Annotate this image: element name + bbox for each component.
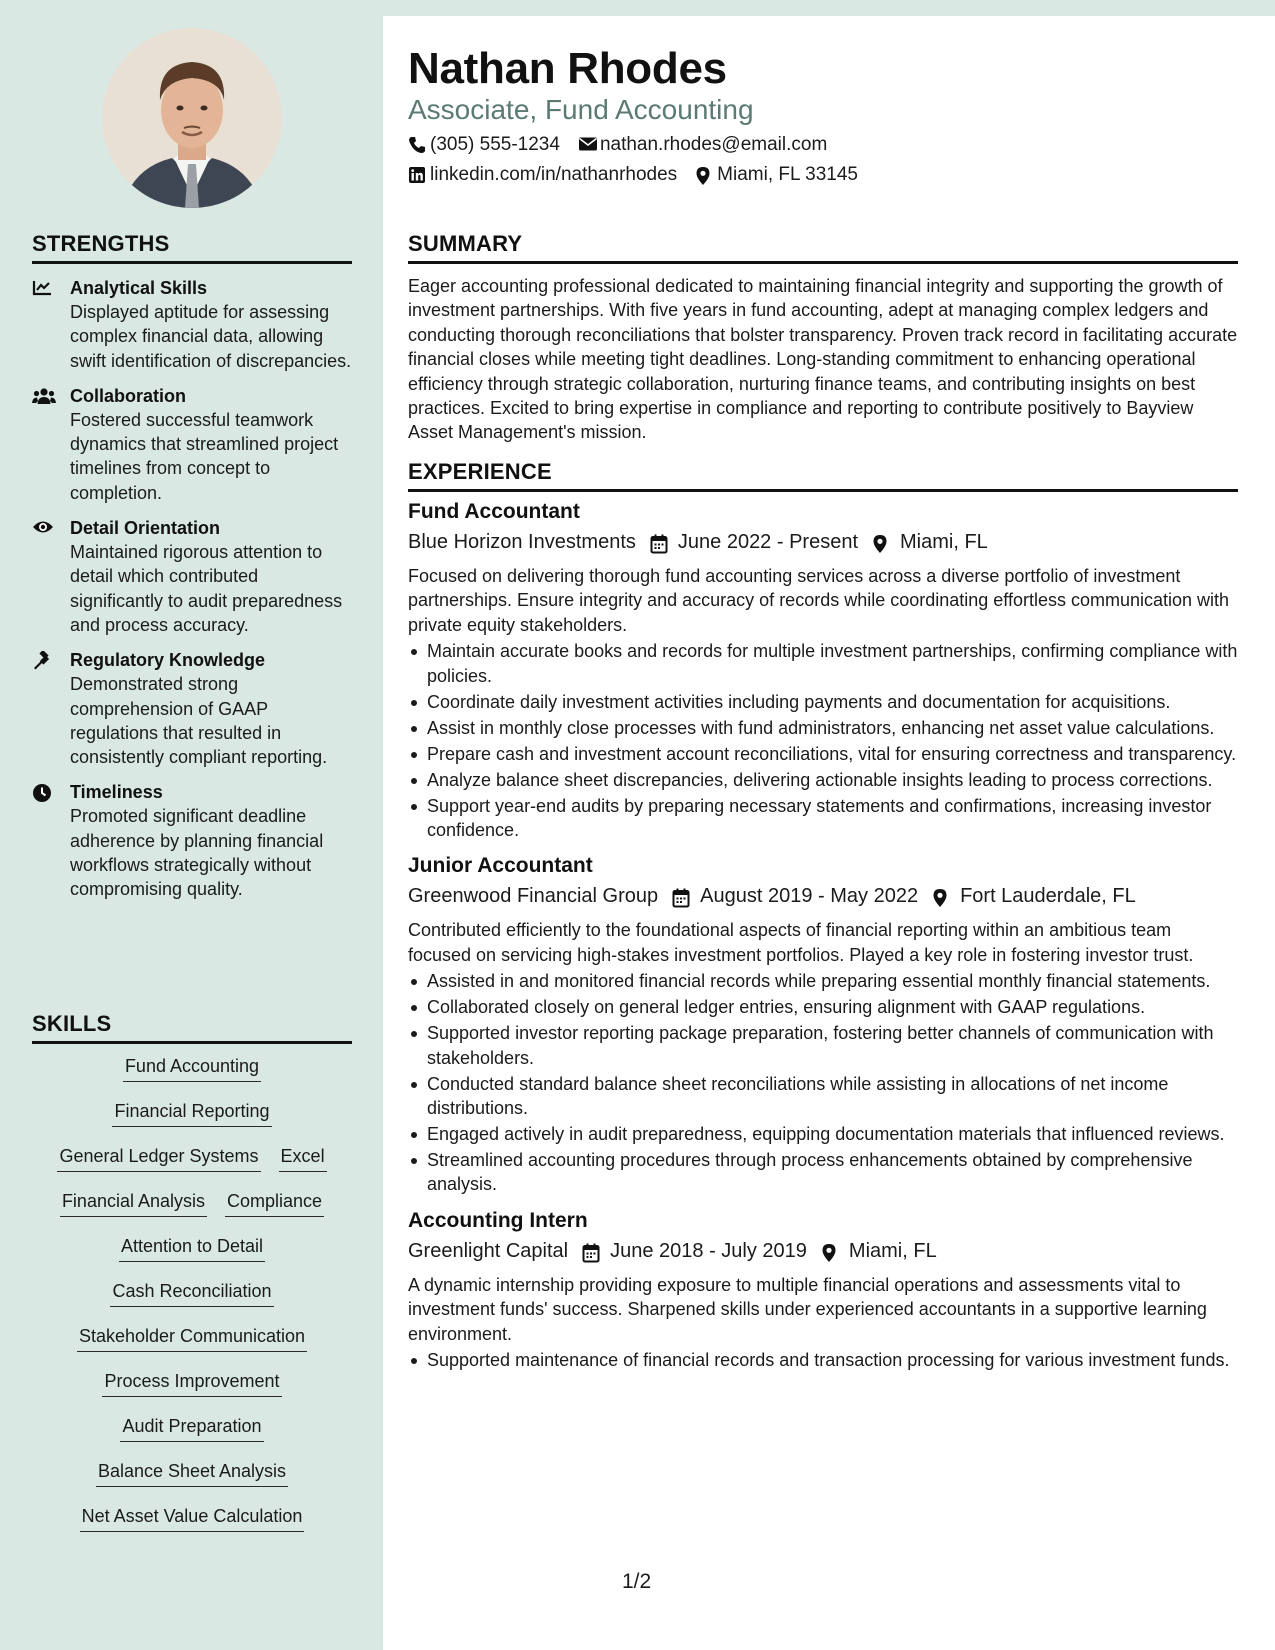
job-dates: August 2019 - May 2022 <box>700 885 919 908</box>
job-title: Fund Accountant <box>408 500 580 523</box>
skills-heading: SKILLS <box>32 1011 352 1044</box>
summary-section <box>408 231 1238 445</box>
strength-desc: Displayed aptitude for assessing complex financial data, allowing swift identification of discrepancies. <box>70 302 352 371</box>
skill-tag: Financial Analysis <box>60 1189 207 1217</box>
skill-tag: General Ledger Systems <box>57 1144 260 1172</box>
job-location: Miami, FL <box>900 531 988 553</box>
company-name: Blue Horizon Investments <box>408 531 636 553</box>
skills-section <box>32 1011 352 1549</box>
email-contact <box>578 134 827 156</box>
job-bullets <box>408 1348 1238 1372</box>
bullet-item: Coordinate daily investment activities including payments and documentation for acquisitions. <box>408 690 1238 714</box>
job-location: Miami, FL <box>848 1239 937 1262</box>
bullet-item: Engaged actively in audit preparedness, equipping documentation materials that influenced reviews. <box>408 1122 1238 1146</box>
phone-icon <box>408 136 426 154</box>
candidate-name: Nathan Rhodes <box>408 44 727 93</box>
bullet-item: Analyze balance sheet discrepancies, delivering actionable insights leading to process corrections. <box>408 768 1238 792</box>
strength-name: Timeliness <box>70 782 163 803</box>
skill-tag: Compliance <box>225 1189 324 1217</box>
strength-desc: Fostered successful teamwork dynamics that streamlined project timelines from concept to completion. <box>70 409 339 503</box>
job-location: Fort Lauderdale, FL <box>960 885 1136 908</box>
skill-tag: Financial Reporting <box>112 1099 271 1127</box>
strength-name: Regulatory Knowledge <box>70 650 266 671</box>
strength-item <box>32 781 352 901</box>
job-title: Junior Accountant <box>408 854 593 878</box>
users-icon <box>32 387 54 407</box>
job-description: A dynamic internship providing exposure to multiple financial operations and assessments vital to investment funds' success. Sharpened skills under experienced accountants in a supportive learning environment. <box>408 1274 1207 1344</box>
company-name: Greenwood Financial Group <box>408 885 659 908</box>
skill-tag: Cash Reconciliation <box>110 1279 273 1307</box>
bullet-item: Conducted standard balance sheet reconciliations while assisting in allocations of net income distributions. <box>408 1072 1238 1121</box>
job-description: Contributed efficiently to the foundational aspects of financial reporting within an ambitious team focused on servicing high-stakes investment portfolios. Played a key role in fostering investor trust. <box>408 920 1194 965</box>
job-bullets <box>408 639 1238 842</box>
strength-item <box>32 385 352 505</box>
sidebar <box>0 0 383 1650</box>
strength-name: Analytical Skills <box>70 278 208 298</box>
summary-heading: SUMMARY <box>408 231 1238 264</box>
bullet-item: Assist in monthly close processes with fund administrators, enhancing net asset value calculations. <box>408 716 1238 740</box>
map-pin-icon <box>821 1241 839 1261</box>
strength-item <box>32 277 352 373</box>
envelope-icon <box>578 136 596 154</box>
bullet-item: Collaborated closely on general ledger entries, ensuring alignment with GAAP regulations. <box>408 995 1238 1019</box>
chart-line-icon <box>32 279 54 299</box>
strength-name: Collaboration <box>70 385 186 406</box>
strengths-heading: STRENGTHS <box>32 231 352 264</box>
job-dates: June 2022 - Present <box>677 531 859 553</box>
bullet-item: Assisted in and monitored financial records while preparing essential monthly financial statements. <box>408 969 1238 993</box>
strength-desc: Demonstrated strong comprehension of GAAP regulations that resulted in consistently compliant reporting. <box>70 674 328 768</box>
skill-tag: Attention to Detail <box>119 1234 265 1262</box>
profile-photo <box>102 28 282 208</box>
map-pin-icon <box>932 886 950 906</box>
eye-icon <box>32 519 54 539</box>
strength-desc: Maintained rigorous attention to detail which contributed significantly to audit preparedness and process accuracy. <box>70 542 343 635</box>
experience-section <box>408 459 1238 1374</box>
clock-icon <box>32 783 54 803</box>
experience-heading: EXPERIENCE <box>408 459 1238 492</box>
page-number: 1/2 <box>622 1570 652 1593</box>
map-pin-icon <box>695 166 713 184</box>
calendar-icon <box>650 532 668 552</box>
phone-text: (305) 555-1234 <box>430 134 560 155</box>
job-meta <box>408 526 1238 558</box>
skill-tag: Process Improvement <box>102 1369 281 1397</box>
strengths-section <box>32 231 352 902</box>
contact-row <box>408 134 827 156</box>
bullet-item: Maintain accurate books and records for multiple investment partnerships, confirming compliance with policies. <box>408 639 1238 688</box>
skill-tag: Audit Preparation <box>120 1414 263 1442</box>
job-meta <box>408 1235 1238 1267</box>
linkedin-icon <box>408 166 426 184</box>
job-entry <box>408 498 1238 842</box>
summary-text: Eager accounting professional dedicated to maintaining financial integrity and supporting the growth of investment partnerships. With five years in fund accounting, adept at managing complex ledgers and conducting thorough reconciliations that bolster transparency. Proven track record in facilitating accurate financial closes while meeting tight deadlines. Long-standing commitment to enhancing operational efficiency through strategic collaboration, nurturing finance teams, and contributing insights on best practices. Excited to bring expertise in compliance and reporting to contribute positively to Bayview Asset Management's mission. <box>408 276 1238 443</box>
bullet-item: Streamlined accounting procedures through process enhancements obtained by comprehensive analysis. <box>408 1148 1238 1197</box>
strength-item <box>32 517 352 637</box>
skill-tag: Excel <box>279 1144 327 1172</box>
company-name: Greenlight Capital <box>408 1239 569 1262</box>
location-text: Miami, FL 33145 <box>717 164 858 185</box>
job-description: Focused on delivering thorough fund accounting services across a diverse portfolio of investment partnerships. Ensure integrity and accuracy of records while coordinating effortless communication with private equity stakeholders. <box>408 566 1230 635</box>
skill-tag: Net Asset Value Calculation <box>80 1504 305 1532</box>
bullet-item: Support year-end audits by preparing necessary statements and confirmations, increasing investor confidence. <box>408 794 1238 843</box>
bullet-item: Supported maintenance of financial records and transaction processing for various investment funds. <box>408 1348 1238 1372</box>
strength-desc: Promoted significant deadline adherence by planning financial workflows strategically without compromising quality. <box>70 806 324 900</box>
strength-item <box>32 649 352 769</box>
contact-row <box>408 164 858 186</box>
skill-tag: Balance Sheet Analysis <box>96 1459 288 1487</box>
skill-tag: Fund Accounting <box>123 1054 261 1082</box>
job-meta <box>408 880 1238 912</box>
candidate-title: Associate, Fund Accounting <box>408 94 754 125</box>
job-bullets <box>408 969 1238 1197</box>
skills-list <box>32 1054 352 1549</box>
job-dates: June 2018 - July 2019 <box>610 1239 807 1262</box>
strength-name: Detail Orientation <box>70 518 221 539</box>
skill-tag: Stakeholder Communication <box>77 1324 307 1352</box>
job-entry <box>408 1207 1238 1373</box>
linkedin-text: linkedin.com/in/nathanrhodes <box>430 164 678 185</box>
linkedin-contact <box>408 164 677 186</box>
job-title: Accounting Intern <box>408 1208 588 1232</box>
main-content <box>383 16 1275 1650</box>
email-text: nathan.rhodes@email.com <box>599 134 828 155</box>
calendar-icon <box>672 886 690 906</box>
calendar-icon <box>582 1241 600 1261</box>
phone-contact <box>408 134 560 156</box>
location-contact <box>695 164 858 186</box>
gavel-icon <box>32 651 54 671</box>
bullet-item: Prepare cash and investment account reconciliations, vital for ensuring correctness and transparency. <box>408 742 1238 766</box>
job-entry <box>408 852 1238 1196</box>
bullet-item: Supported investor reporting package preparation, fostering better channels of communication with stakeholders. <box>408 1021 1238 1070</box>
map-pin-icon <box>872 532 890 552</box>
